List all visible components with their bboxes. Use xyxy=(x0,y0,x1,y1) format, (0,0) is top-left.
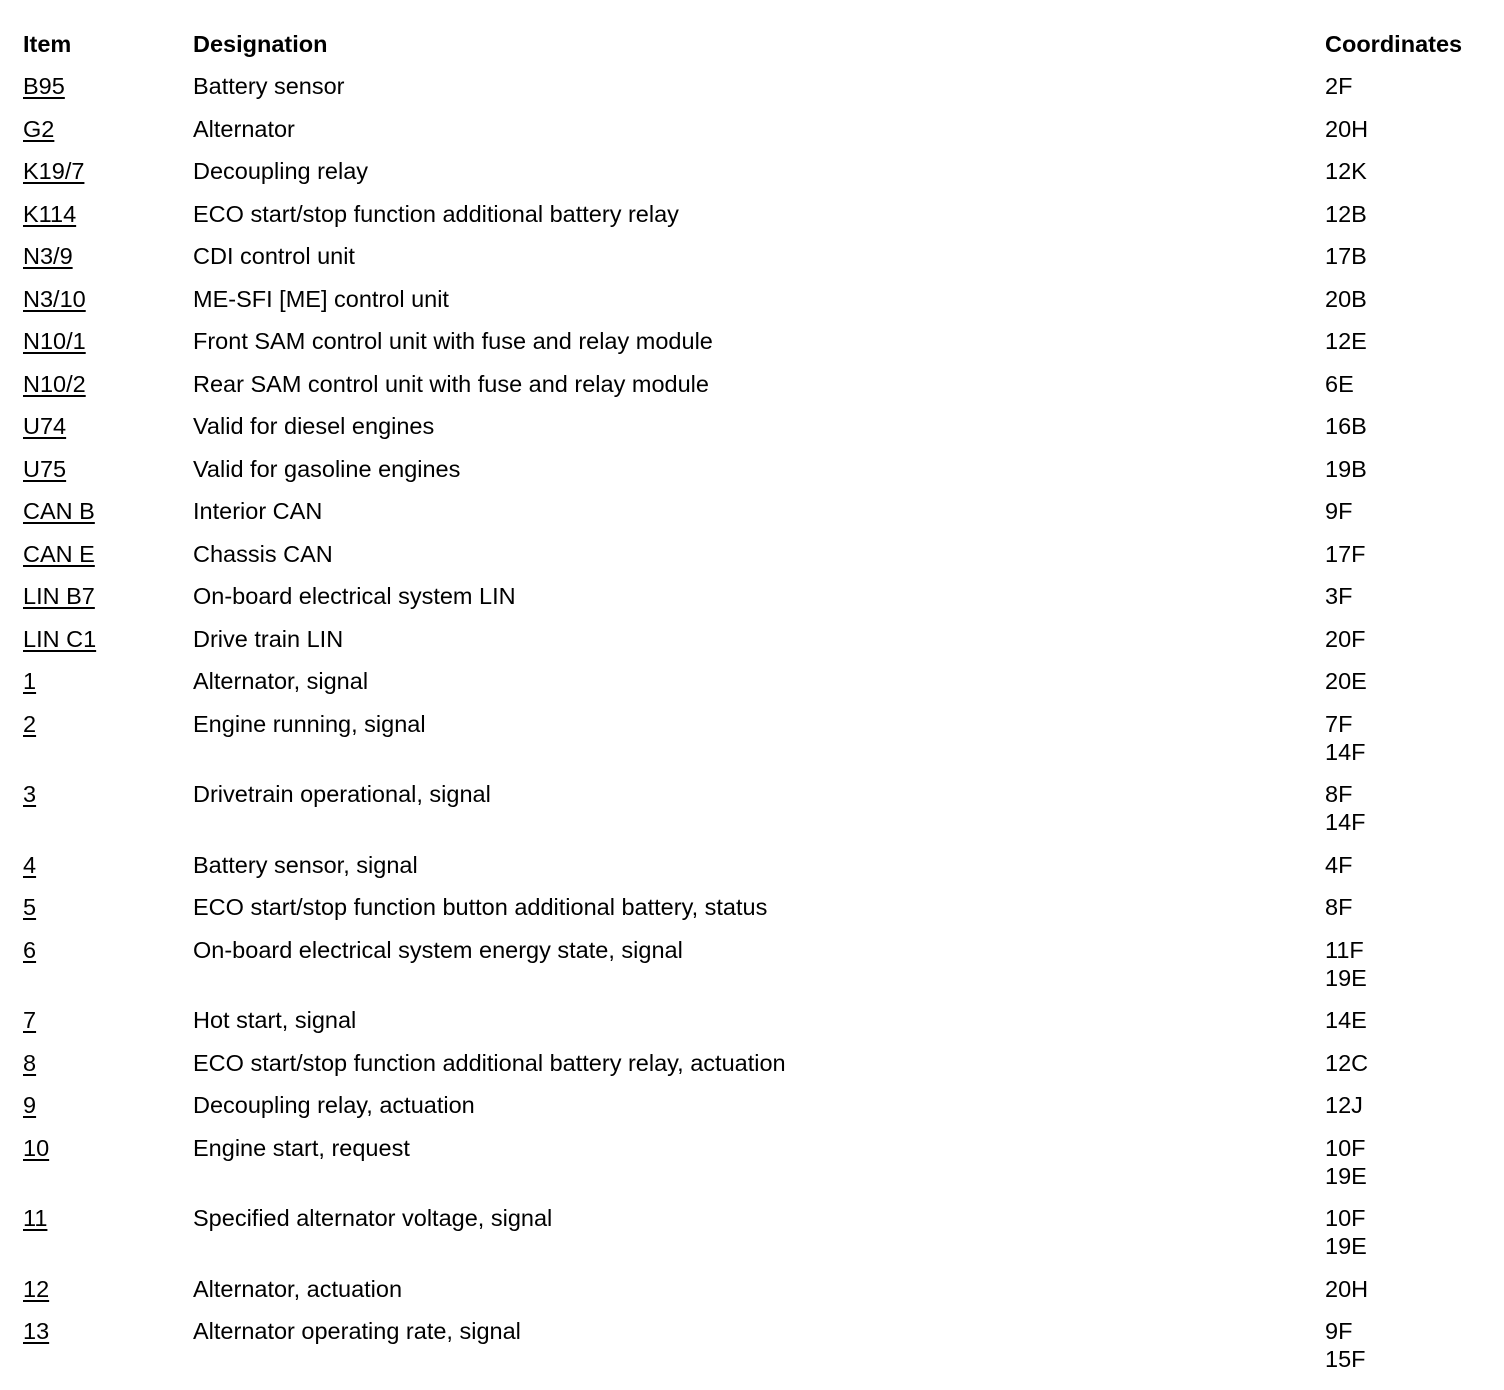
coordinate-value: 12B xyxy=(1325,200,1367,227)
coordinate-value: 12K xyxy=(1325,158,1367,184)
table-row xyxy=(23,412,1483,455)
item-cell xyxy=(23,1275,193,1303)
coordinate-value: 19B xyxy=(1325,455,1367,482)
coordinate-value: 20H xyxy=(1325,1275,1369,1302)
coordinates-cell xyxy=(1325,582,1483,610)
coordinate-value: 19E xyxy=(1325,1162,1367,1189)
item-cell xyxy=(23,540,193,568)
coordinates-cell xyxy=(1325,893,1483,921)
header-item: Item xyxy=(23,31,72,57)
coordinate-value: 6E xyxy=(1325,370,1354,397)
item-link[interactable]: K114 xyxy=(23,200,77,227)
designation-cell: Rear SAM control unit with fuse and relay module xyxy=(193,370,709,397)
coordinate-value: 19E xyxy=(1325,1233,1367,1259)
item-cell xyxy=(23,455,193,483)
header-coordinates: Coordinates xyxy=(1325,31,1463,57)
coordinates-cell xyxy=(1325,1317,1483,1373)
designation-cell: ME-SFI [ME] control unit xyxy=(193,285,449,312)
designation-cell: Engine running, signal xyxy=(193,710,426,737)
item-cell xyxy=(23,412,193,440)
item-link[interactable]: 7 xyxy=(23,1007,37,1033)
coordinates-cell xyxy=(1325,200,1483,228)
coordinate-value: 7F xyxy=(1325,710,1353,737)
item-cell xyxy=(23,285,193,313)
table-row xyxy=(23,710,1483,781)
designation-cell: Interior CAN xyxy=(193,498,323,524)
table-row xyxy=(23,200,1483,243)
designation-cell: Battery sensor, signal xyxy=(193,851,418,878)
item-link[interactable]: 1 xyxy=(23,668,37,694)
coordinate-value: 12J xyxy=(1325,1092,1363,1118)
item-link[interactable]: 5 xyxy=(23,894,37,920)
item-cell xyxy=(23,1049,193,1077)
item-cell xyxy=(23,1204,193,1232)
coordinates-cell xyxy=(1325,455,1483,483)
item-cell xyxy=(23,780,193,808)
coordinate-value: 2F xyxy=(1325,73,1353,99)
item-link[interactable]: K19/7 xyxy=(23,158,85,184)
item-link[interactable]: 2 xyxy=(23,710,37,737)
coordinates-cell xyxy=(1325,851,1483,879)
coordinate-value: 12C xyxy=(1325,1049,1369,1076)
designation-cell: Chassis CAN xyxy=(193,540,333,567)
header-designation: Designation xyxy=(193,31,328,57)
coordinate-value: 17F xyxy=(1325,540,1366,567)
table-row xyxy=(23,625,1483,668)
item-link[interactable]: B95 xyxy=(23,73,65,99)
designation-cell: Valid for gasoline engines xyxy=(193,455,461,482)
item-cell xyxy=(23,242,193,270)
coordinates-cell xyxy=(1325,1091,1483,1119)
coordinate-value: 14F xyxy=(1325,738,1366,765)
item-cell xyxy=(23,1091,193,1119)
table-row xyxy=(23,1049,1483,1092)
coordinates-cell xyxy=(1325,540,1483,568)
item-cell xyxy=(23,1006,193,1034)
coordinate-value: 14E xyxy=(1325,1007,1367,1033)
designation-cell: Drive train LIN xyxy=(193,625,344,652)
coordinates-cell xyxy=(1325,157,1483,185)
item-cell xyxy=(23,157,193,185)
coordinate-value: 17B xyxy=(1325,243,1367,269)
designation-cell: ECO start/stop function additional battery relay, actuation xyxy=(193,1049,786,1076)
item-link[interactable]: U75 xyxy=(23,455,67,482)
designation-cell: Hot start, signal xyxy=(193,1007,357,1033)
designation-cell: On-board electrical system energy state, signal xyxy=(193,936,683,963)
table-row xyxy=(23,1006,1483,1049)
item-cell xyxy=(23,370,193,398)
coordinate-value: 4F xyxy=(1325,851,1353,878)
item-cell xyxy=(23,893,193,921)
coordinate-value: 20B xyxy=(1325,285,1367,312)
item-cell xyxy=(23,327,193,355)
table-row xyxy=(23,893,1483,936)
item-link[interactable]: 8 xyxy=(23,1049,37,1076)
item-cell xyxy=(23,1317,193,1345)
designation-cell: Decoupling relay, actuation xyxy=(193,1092,475,1118)
table-row xyxy=(23,497,1483,540)
coordinate-value: 10F xyxy=(1325,1134,1366,1161)
table-row xyxy=(23,582,1483,625)
coordinate-value: 20F xyxy=(1325,625,1366,652)
table-row xyxy=(23,780,1483,851)
coordinates-cell xyxy=(1325,497,1483,525)
item-cell xyxy=(23,1134,193,1162)
designation-cell: ECO start/stop function additional battery relay xyxy=(193,200,679,227)
item-link[interactable]: 10 xyxy=(23,1134,50,1161)
coordinate-value: 20H xyxy=(1325,115,1369,142)
coordinates-cell xyxy=(1325,780,1483,836)
table-row xyxy=(23,667,1483,710)
item-cell xyxy=(23,667,193,695)
component-legend-table xyxy=(23,30,1483,1388)
coordinates-cell xyxy=(1325,327,1483,355)
item-link[interactable]: CAN B xyxy=(23,498,95,524)
coordinate-value: 12E xyxy=(1325,328,1367,354)
coordinate-value: 11F xyxy=(1325,936,1364,963)
item-link[interactable]: LIN C1 xyxy=(23,625,97,652)
table-row xyxy=(23,370,1483,413)
coordinates-cell xyxy=(1325,667,1483,695)
item-link[interactable]: 9 xyxy=(23,1092,37,1118)
coordinate-value: 8F xyxy=(1325,781,1353,807)
coordinates-cell xyxy=(1325,1204,1483,1260)
designation-cell: CDI control unit xyxy=(193,243,355,269)
coordinates-cell xyxy=(1325,285,1483,313)
coordinate-value: 20E xyxy=(1325,668,1367,694)
coordinates-cell xyxy=(1325,936,1483,992)
item-link[interactable]: G2 xyxy=(23,115,55,142)
table-row xyxy=(23,1317,1483,1388)
item-link[interactable]: 11 xyxy=(23,1205,48,1231)
item-link[interactable]: N3/9 xyxy=(23,243,73,269)
coordinate-value: 3F xyxy=(1325,583,1353,609)
item-link[interactable]: 13 xyxy=(23,1318,50,1344)
coordinates-cell xyxy=(1325,710,1483,766)
table-row xyxy=(23,285,1483,328)
item-link[interactable]: LIN B7 xyxy=(23,583,95,609)
designation-cell: Valid for diesel engines xyxy=(193,413,435,439)
table-row xyxy=(23,115,1483,158)
item-cell xyxy=(23,936,193,964)
item-link[interactable]: N10/2 xyxy=(23,370,86,397)
table-row xyxy=(23,455,1483,498)
table-row xyxy=(23,157,1483,200)
coordinate-value: 10F xyxy=(1325,1205,1366,1231)
item-link[interactable]: 12 xyxy=(23,1275,50,1302)
table-header xyxy=(23,30,1483,72)
table-row xyxy=(23,936,1483,1007)
designation-cell: Battery sensor xyxy=(193,73,345,99)
coordinate-value: 16B xyxy=(1325,413,1367,439)
table-body xyxy=(23,72,1483,1388)
designation-cell: ECO start/stop function button additional battery, status xyxy=(193,894,768,920)
item-cell xyxy=(23,497,193,525)
item-cell xyxy=(23,625,193,653)
item-link[interactable]: 3 xyxy=(23,781,37,807)
designation-cell: Drivetrain operational, signal xyxy=(193,781,491,807)
table-row xyxy=(23,540,1483,583)
coordinates-cell xyxy=(1325,1275,1483,1303)
designation-cell: Specified alternator voltage, signal xyxy=(193,1205,553,1231)
table-row xyxy=(23,242,1483,285)
coordinates-cell xyxy=(1325,412,1483,440)
designation-cell: Decoupling relay xyxy=(193,158,369,184)
item-link[interactable]: CAN E xyxy=(23,540,95,567)
designation-cell: Alternator xyxy=(193,115,295,142)
coordinates-cell xyxy=(1325,115,1483,143)
designation-cell: Front SAM control unit with fuse and relay module xyxy=(193,328,713,354)
coordinates-cell xyxy=(1325,242,1483,270)
designation-cell: Alternator, actuation xyxy=(193,1275,403,1302)
item-link[interactable]: 6 xyxy=(23,936,37,963)
table-row xyxy=(23,1275,1483,1318)
table-row xyxy=(23,1091,1483,1134)
designation-cell: Engine start, request xyxy=(193,1134,410,1161)
item-cell xyxy=(23,72,193,100)
designation-cell: Alternator, signal xyxy=(193,668,369,694)
coordinate-value: 9F xyxy=(1325,498,1353,524)
coordinates-cell xyxy=(1325,1134,1483,1190)
coordinates-cell xyxy=(1325,370,1483,398)
coordinates-cell xyxy=(1325,1006,1483,1034)
item-cell xyxy=(23,200,193,228)
item-link[interactable]: 4 xyxy=(23,851,37,878)
item-link[interactable]: U74 xyxy=(23,413,67,439)
item-link[interactable]: N3/10 xyxy=(23,285,86,312)
coordinate-value: 19E xyxy=(1325,964,1367,991)
coordinate-value: 14F xyxy=(1325,809,1366,835)
coordinates-cell xyxy=(1325,1049,1483,1077)
item-cell xyxy=(23,851,193,879)
designation-cell: Alternator operating rate, signal xyxy=(193,1318,521,1344)
item-cell xyxy=(23,582,193,610)
item-cell xyxy=(23,115,193,143)
coordinates-cell xyxy=(1325,625,1483,653)
coordinate-value: 9F xyxy=(1325,1318,1353,1344)
item-link[interactable]: N10/1 xyxy=(23,328,86,354)
table-row xyxy=(23,327,1483,370)
table-row xyxy=(23,1204,1483,1275)
coordinate-value: 15F xyxy=(1325,1346,1366,1372)
table-row xyxy=(23,1134,1483,1205)
designation-cell: On-board electrical system LIN xyxy=(193,583,516,609)
table-row xyxy=(23,72,1483,115)
coordinates-cell xyxy=(1325,72,1483,100)
coordinate-value: 8F xyxy=(1325,894,1353,920)
table-row xyxy=(23,851,1483,894)
item-cell xyxy=(23,710,193,738)
